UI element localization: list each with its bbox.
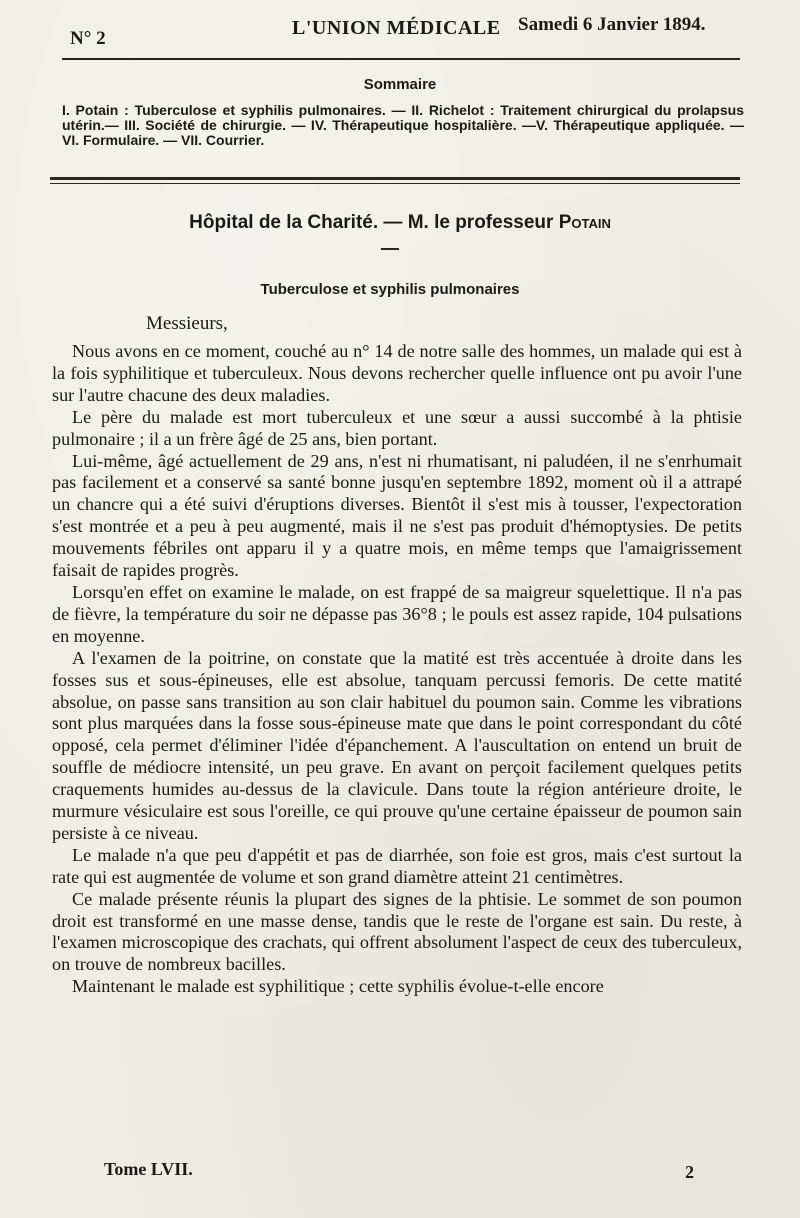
paragraph: Nous avons en ce moment, couché au n° 14 de notre salle des hommes, un malade qui est à la fois syphilitique et tuberculeux. Nous devons rechercher quelle influence ont pu avoir l'une sur l'autre chacune des deux maladies.	[52, 341, 742, 405]
article-heading	[0, 212, 800, 234]
heading-dash	[381, 248, 399, 250]
footer-tome: Tome LVII.	[104, 1159, 193, 1179]
issue-number: N° 2	[70, 28, 106, 49]
header-rule	[62, 58, 740, 60]
section-rule-thin	[50, 183, 740, 184]
page-number: 2	[685, 1162, 694, 1182]
article-body	[52, 341, 742, 998]
paragraph: Lorsqu'en effet on examine le malade, on est frappé de sa maigreur squelettique. Il n'a pas de fièvre, la température du soir ne dépasse pas 36°8 ; le pouls est assez rapide, 104 pulsations en moyenne.	[52, 581, 742, 646]
article-heading-prefix: Hôpital de la Charité. — M. le professeur	[189, 212, 559, 233]
paragraph: Le malade n'a que peu d'appétit et pas de diarrhée, son foie est gros, mais c'est surtout la rate qui est augmentée de volume et son grand diamètre atteint 21 centimètres.	[52, 844, 742, 887]
paragraph: Maintenant le malade est syphilitique ; cette syphilis évolue-t-elle encore	[72, 976, 604, 997]
paragraph: Le père du malade est mort tuberculeux et une sœur a aussi succombé à la phtisie pulmonaire ; il a un frère âgé de 25 ans, bien portant.	[52, 406, 742, 449]
article-subheading: Tuberculose et syphilis pulmonaires	[260, 281, 520, 298]
paragraph: A l'examen de la poitrine, on constate que la matité est très accentuée à droite dans les fosses sus et sous-épineuses, elle est absolue, tanquam percussi femoris. De cette matité absolue, on passe sans transition au son clair habituel du poumon sain. Comme les vibrations sont plus marquées dans la fosse sous-épineuse mate que dans le point correspondant du côté opposé, cela permet d'éliminer l'idée d'épanchement. A l'auscultation on entend un bruit de souffle de médiocre intensité, un peu grave. En avant on perçoit facilement quelques petits craquements humides au-dessus de la clavicule. Dans toute la région antérieure droite, le murmure vésiculaire est sous l'oreille, ce qui prouve qu'une certaine épaisseur de poumon sain persiste à ce niveau.	[52, 647, 742, 843]
paragraph: Lui-même, âgé actuellement de 29 ans, n'est ni rhumatisant, ni paludéen, il ne s'enrhumait pas facilement et a conservé sa santé bonne jusqu'en septembre 1892, moment où il a attrapé un chancre qui a été suivi d'éruptions diverses. Bientôt il s'est mis à tousser, l'expectoration s'est montrée et a peu à peu augmenté, mais il ne s'est pas produit d'hémoptysies. De petits mouvements fébriles ont apparu il y a quatre mois, en même temps que l'amaigrissement faisait de rapides progrès.	[52, 450, 742, 581]
sommaire-text: I. Potain : Tuberculose et syphilis pulmonaires. — II. Richelot : Traitement chirurgical du prolapsus utérin.— III. Société de chirurgie. — IV. Thérapeutique hospitalière. —V. Thérapeutique appliquée. — VI. Formulaire. — VII. Courrier.	[62, 102, 744, 148]
section-rule-thick	[50, 177, 740, 180]
article-greeting: Messieurs,	[146, 313, 228, 334]
sommaire-title: Sommaire	[363, 76, 437, 93]
issue-date: Samedi 6 Janvier 1894.	[518, 14, 706, 35]
journal-title: L'UNION MÉDICALE	[292, 17, 501, 39]
article-heading-name: Potain	[558, 212, 611, 233]
paragraph: Ce malade présente réunis la plupart des signes de la phtisie. Le sommet de son poumon droit est transformé en une masse dense, tandis que le reste de l'organe est sain. Du reste, à l'examen microscopique des crachats, qui offrent absolument l'aspect de ceux des tuberculeux, on trouve de nombreux bacilles.	[52, 888, 742, 975]
